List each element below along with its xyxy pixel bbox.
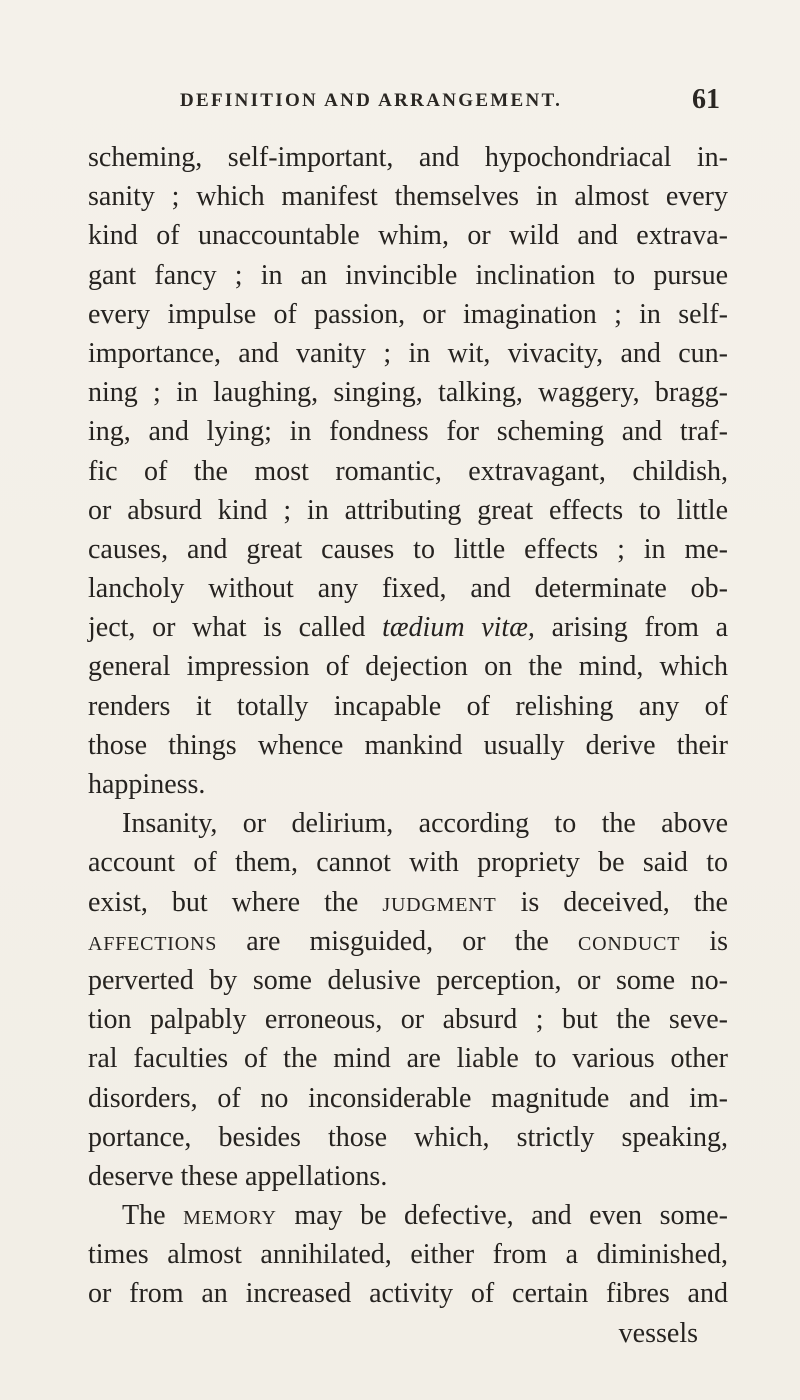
text-line: general impression of dejection on the mind, which <box>88 651 728 683</box>
text-segment: arising from a <box>534 612 729 644</box>
text-line: kind of unaccountable whim, or wild and extrava- <box>88 220 728 252</box>
running-title: DEFINITION AND ARRANGEMENT. <box>180 90 563 111</box>
text-line: importance, and vanity ; in wit, vivacity, and cun- <box>88 337 728 369</box>
text-line: times almost annihilated, either from a diminished, <box>88 1239 728 1271</box>
small-caps-term: judgment <box>382 886 497 918</box>
small-caps-term: memory <box>183 1200 277 1232</box>
text-line: scheming, self-important, and hypochondriacal in- <box>88 142 728 173</box>
text-line: portance, besides those which, strictly speaking, <box>88 1121 728 1153</box>
text-line-with-italic <box>88 608 728 647</box>
text-line: disorders, of no inconsiderable magnitude and im- <box>88 1082 728 1114</box>
text-line: ning ; in laughing, singing, talking, waggery, bragg- <box>88 377 728 409</box>
text-line: happiness. <box>88 769 206 800</box>
text-line: fic of the most romantic, extravagant, childish, <box>88 455 728 487</box>
paragraph-start-line <box>88 1196 728 1235</box>
text-line: tion palpably erroneous, or absurd ; but the seve- <box>88 1004 728 1036</box>
text-line: every impulse of passion, or imagination ; in self- <box>88 298 728 330</box>
text-line: or absurd kind ; in attributing great effects to little <box>88 494 728 526</box>
page-number: 61 <box>692 84 720 115</box>
italic-phrase: tædium vitæ, <box>382 612 535 644</box>
text-line: ing, and lying; in fondness for scheming and traf- <box>88 416 728 448</box>
small-caps-term: conduct <box>577 925 681 957</box>
text-line: or from an increased activity of certain fibres and <box>88 1278 728 1310</box>
body-text <box>88 138 728 1353</box>
text-segment: exist, but where the <box>88 886 383 918</box>
text-segment: ject, or what is called <box>88 612 383 644</box>
text-line: perverted by some delusive perception, or some no- <box>88 964 728 996</box>
catchword: vessels <box>618 1317 698 1349</box>
paragraph-start-line: Insanity, or delirium, according to the above <box>122 808 728 840</box>
text-line-with-small-caps <box>88 922 728 961</box>
text-line: sanity ; which manifest themselves in almost every <box>88 181 728 213</box>
text-line: lancholy without any fixed, and determinate ob- <box>88 573 728 605</box>
text-line: those things whence mankind usually derive their <box>88 729 728 761</box>
text-line: renders it totally incapable of relishing any of <box>88 690 728 722</box>
page-header <box>180 86 720 126</box>
text-line: deserve these appellations. <box>88 1160 388 1192</box>
text-segment: is deceived, the <box>496 886 728 918</box>
small-caps-term: affections <box>88 925 218 957</box>
text-segment: is <box>680 925 728 957</box>
text-segment: The <box>122 1200 184 1232</box>
text-segment: may be defective, and even some- <box>276 1200 728 1232</box>
text-line: gant fancy ; in an invincible inclination to pursue <box>88 259 728 291</box>
text-segment: are misguided, or the <box>217 925 578 957</box>
text-line: account of them, cannot with propriety be said to <box>88 847 728 879</box>
text-line-with-small-caps <box>88 883 728 922</box>
text-line: ral faculties of the mind are liable to various other <box>88 1043 728 1075</box>
text-line: causes, and great causes to little effects ; in me- <box>88 533 728 565</box>
